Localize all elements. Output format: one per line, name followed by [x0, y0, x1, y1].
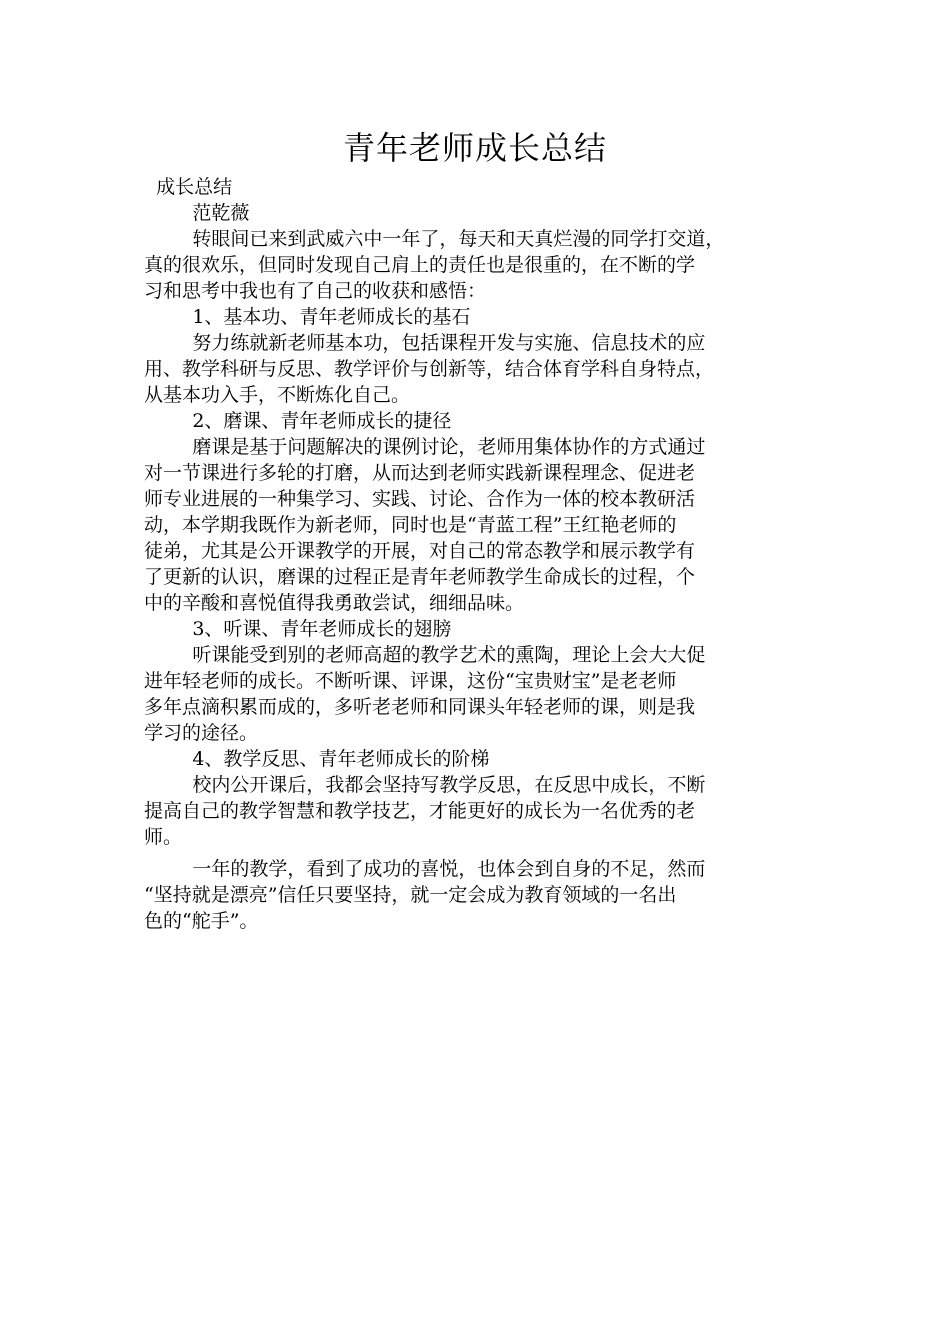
body-line: 转眼间已来到武威六中一年了，每天和天真烂漫的同学打交道， [144, 228, 725, 250]
body-line: 徒弟，尤其是公开课教学的开展，对自己的常态教学和展示教学有 [144, 540, 696, 562]
body-line: 努力练就新老师基本功，包括课程开发与实施、信息技术的应 [144, 332, 706, 354]
body-line: 磨课是基于问题解决的课例讨论，老师用集体协作的方式通过 [144, 436, 706, 458]
section-heading: 2、磨课、青年老师成长的捷径 [144, 410, 452, 432]
body-line: 动，本学期我既作为新老师，同时也是“青蓝工程”王红艳老师的 [144, 514, 677, 536]
body-line: 从基本功入手，不断炼化自己。 [144, 384, 411, 406]
body-line: 师专业进展的一种集学习、实践、讨论、合作为一体的校本教研活 [144, 488, 696, 510]
section-heading: 4、教学反思、青年老师成长的阶梯 [144, 748, 490, 770]
body-line: “坚持就是漂亮”信任只要坚持，就一定会成为教育领域的一名出 [144, 884, 677, 906]
body-line: 一年的教学，看到了成功的喜悦，也体会到自身的不足，然而 [144, 858, 706, 880]
body-line: 中的辛酸和喜悦值得我勇敢尝试，细细品味。 [144, 592, 525, 614]
section-heading: 1、基本功、青年老师成长的基石 [144, 306, 471, 328]
body-line: 提高自己的教学智慧和教学技艺，才能更好的成长为一名优秀的老 [144, 800, 696, 822]
section-heading: 3、听课、青年老师成长的翅膀 [144, 618, 452, 640]
document-title: 青年老师成长总结 [342, 129, 607, 167]
body-line: 对一节课进行多轮的打磨，从而达到老师实践新课程理念、促进老 [144, 462, 696, 484]
body-line: 校内公开课后，我都会坚持写教学反思，在反思中成长，不断 [144, 774, 706, 796]
body-line: 了更新的认识，磨课的过程正是青年老师教学生命成长的过程，个 [144, 566, 696, 588]
body-line: 用、教学科研与反思、教学评价与创新等，结合体育学科自身特点， [144, 358, 715, 380]
body-line: 真的很欢乐，但同时发现自己肩上的责任也是很重的，在不断的学 [144, 254, 696, 276]
body-line: 成长总结 [144, 176, 233, 198]
body-line: 师。 [144, 826, 183, 848]
document-body [144, 174, 814, 934]
body-line: 习和思考中我也有了自己的收获和感悟： [144, 280, 487, 302]
body-line: 进年轻老师的成长。不断听课、评课，这份“宝贵财宝”是老老师 [144, 670, 677, 692]
body-line: 听课能受到别的老师高超的教学艺术的熏陶，理论上会大大促 [144, 644, 706, 666]
body-line: 色的“舵手”。 [144, 910, 259, 932]
body-line: 多年点滴积累而成的，多听老老师和同课头年轻老师的课，则是我 [144, 696, 696, 718]
author-name: 范乾薇 [144, 202, 250, 224]
body-line: 学习的途径。 [144, 722, 259, 744]
